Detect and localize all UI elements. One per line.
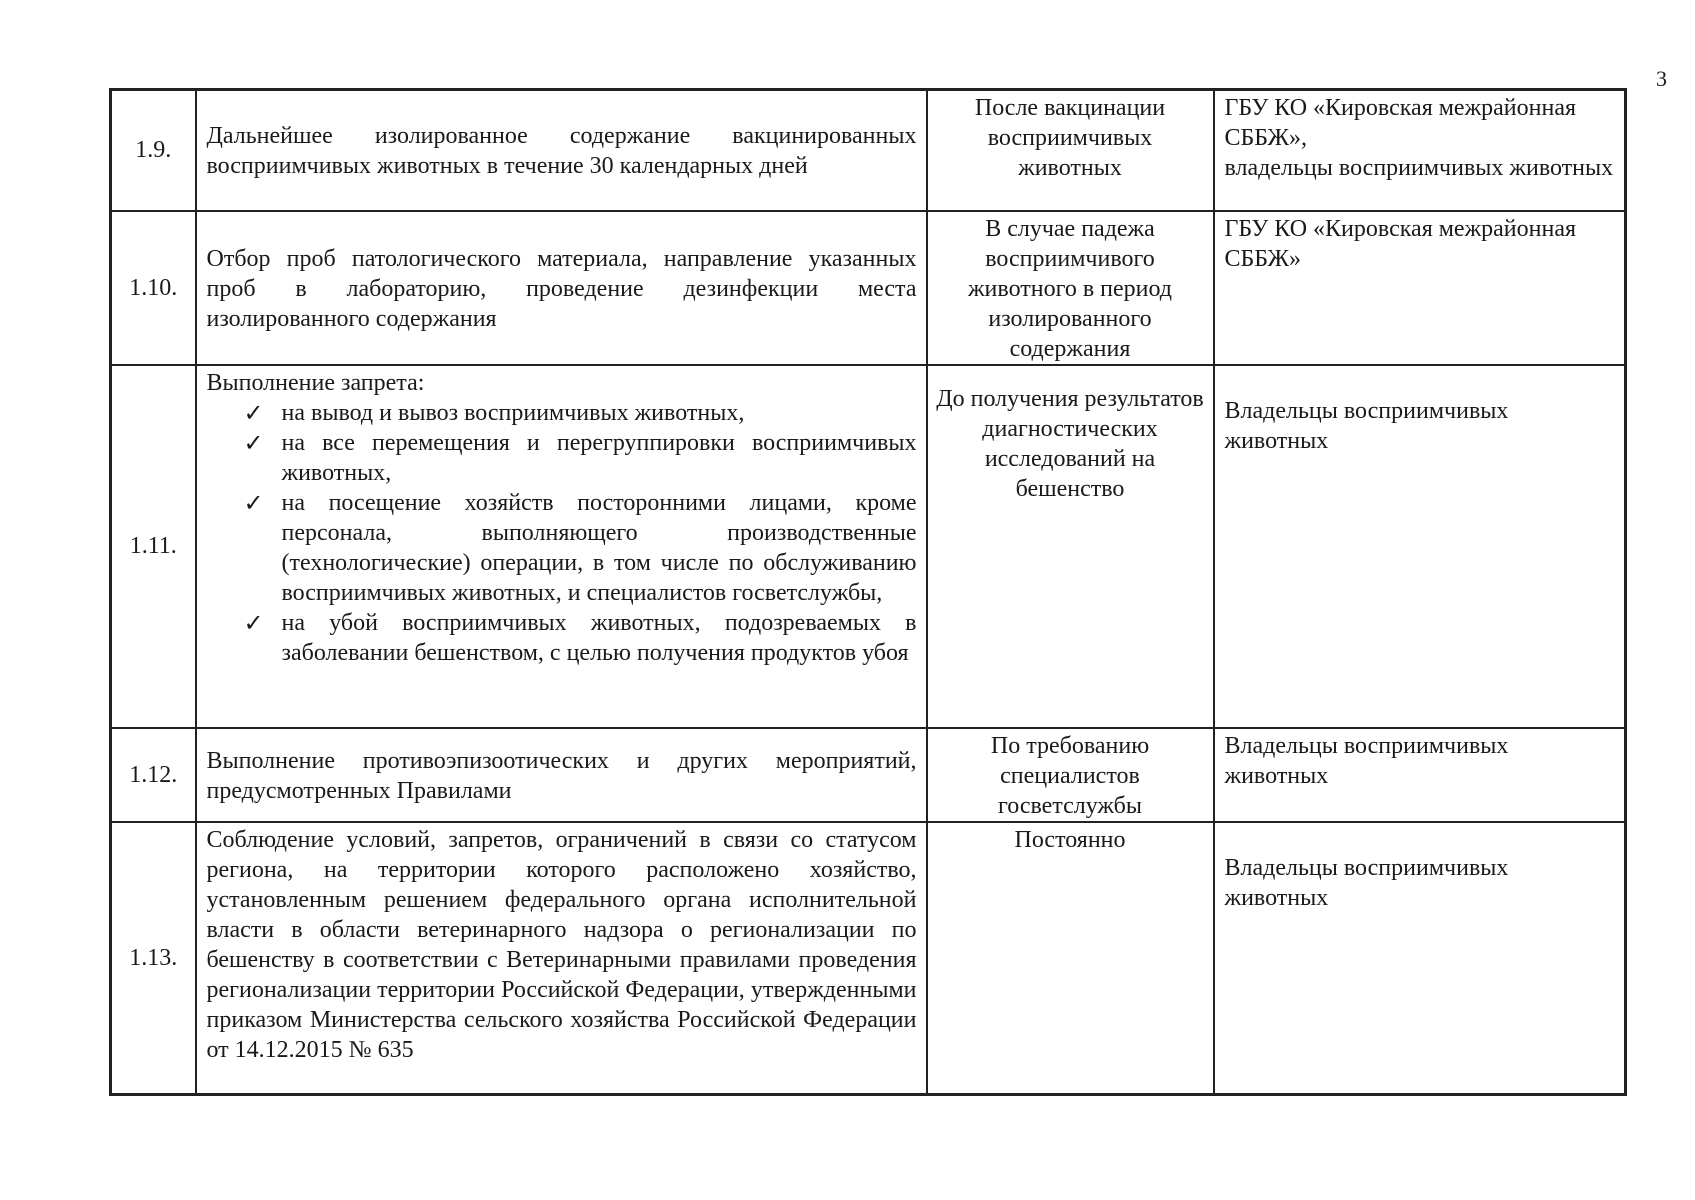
responsible-line: Владельцы восприимчивых животных [1224,732,1509,789]
list-item [243,608,917,668]
list-item [243,428,917,488]
responsible-cell [1214,90,1626,211]
measure-text [196,728,927,822]
table-row [111,822,1626,1095]
responsible-cell [1214,211,1626,365]
timing-text: По требованию специалистов госветслужбы [927,728,1214,822]
measure-text [196,365,927,728]
measures-table [109,88,1627,1096]
responsible-line: Владельцы восприимчивых животных [1224,397,1509,454]
list-item [243,398,917,428]
list-item-text: на вывод и вывоз восприимчивых животных, [281,399,745,426]
list-item [243,488,917,608]
row-number: 1.9. [111,90,196,211]
measure-description: Отбор проб патологического материала, направление указанных проб в лабораторию, проведение дезинфекции места изолированного содержания [206,245,917,332]
measure-text [196,90,927,211]
responsible-line: Владельцы восприимчивых животных [1224,854,1509,911]
responsible-line: владельцы восприимчивых животных [1224,155,1614,181]
page-number: 3 [1656,66,1667,91]
list-item-text: на все перемещения и перегруппировки восприимчивых животных, [281,429,917,486]
measure-text [196,822,927,1095]
list-item-text: на убой восприимчивых животных, подозреваемых в заболевании бешенством, с целью получения продуктов убоя [281,609,917,666]
check-icon: ✓ [243,608,264,637]
check-icon: ✓ [243,488,264,517]
responsible-line: ГБУ КО «Кировская межрайонная СББЖ», [1224,95,1577,151]
timing-text: В случае падежа восприимчивого животного в период изолированного содержания [927,211,1214,365]
timing-text: Постоянно [927,822,1214,1095]
timing-text: После вакцинации восприимчивых животных [927,90,1214,211]
responsible-cell [1214,365,1626,728]
prohibition-list [207,398,917,668]
check-icon: ✓ [243,428,264,457]
table-row [111,365,1626,728]
responsible-line: ГБУ КО «Кировская межрайонная СББЖ» [1224,215,1577,272]
measure-description: Соблюдение условий, запретов, ограничений в связи со статусом региона, на территории которого расположено хозяйство, установленным решением федерального органа исполнительной власти в области ветеринарного надзора о регионализации по бешенству в соответствии с Ветеринарными правилами проведения регионализации территории Российской Федерации, утвержденными приказом Министерства сельского хозяйства Российской Федерации от 14.12.2015 № 635 [206,826,917,1063]
timing-text: До получения результатов диагностических исследований на бешенство [927,365,1214,728]
measure-description: Дальнейшее изолированное содержание вакцинированных восприимчивых животных в течение 30 календарных дней [206,123,917,180]
row-number: 1.12. [111,728,196,822]
table-row [111,728,1626,822]
measure-intro: Выполнение запрета: [206,369,425,396]
check-icon: ✓ [243,398,264,427]
responsible-cell [1214,728,1626,822]
responsible-cell [1214,822,1626,1095]
measure-description: Выполнение противоэпизоотических и других мероприятий, предусмотренных Правилами [206,747,917,804]
row-number: 1.10. [111,211,196,365]
list-item-text: на посещение хозяйств посторонними лицами, кроме персонала, выполняющего производственные (технологические) операции, в том числе по обслуживанию восприимчивых животных, и специалистов госветслужбы, [281,489,917,606]
measure-text [196,211,927,365]
table-row [111,211,1626,365]
table-row [111,90,1626,211]
row-number: 1.11. [111,365,196,728]
row-number: 1.13. [111,822,196,1095]
